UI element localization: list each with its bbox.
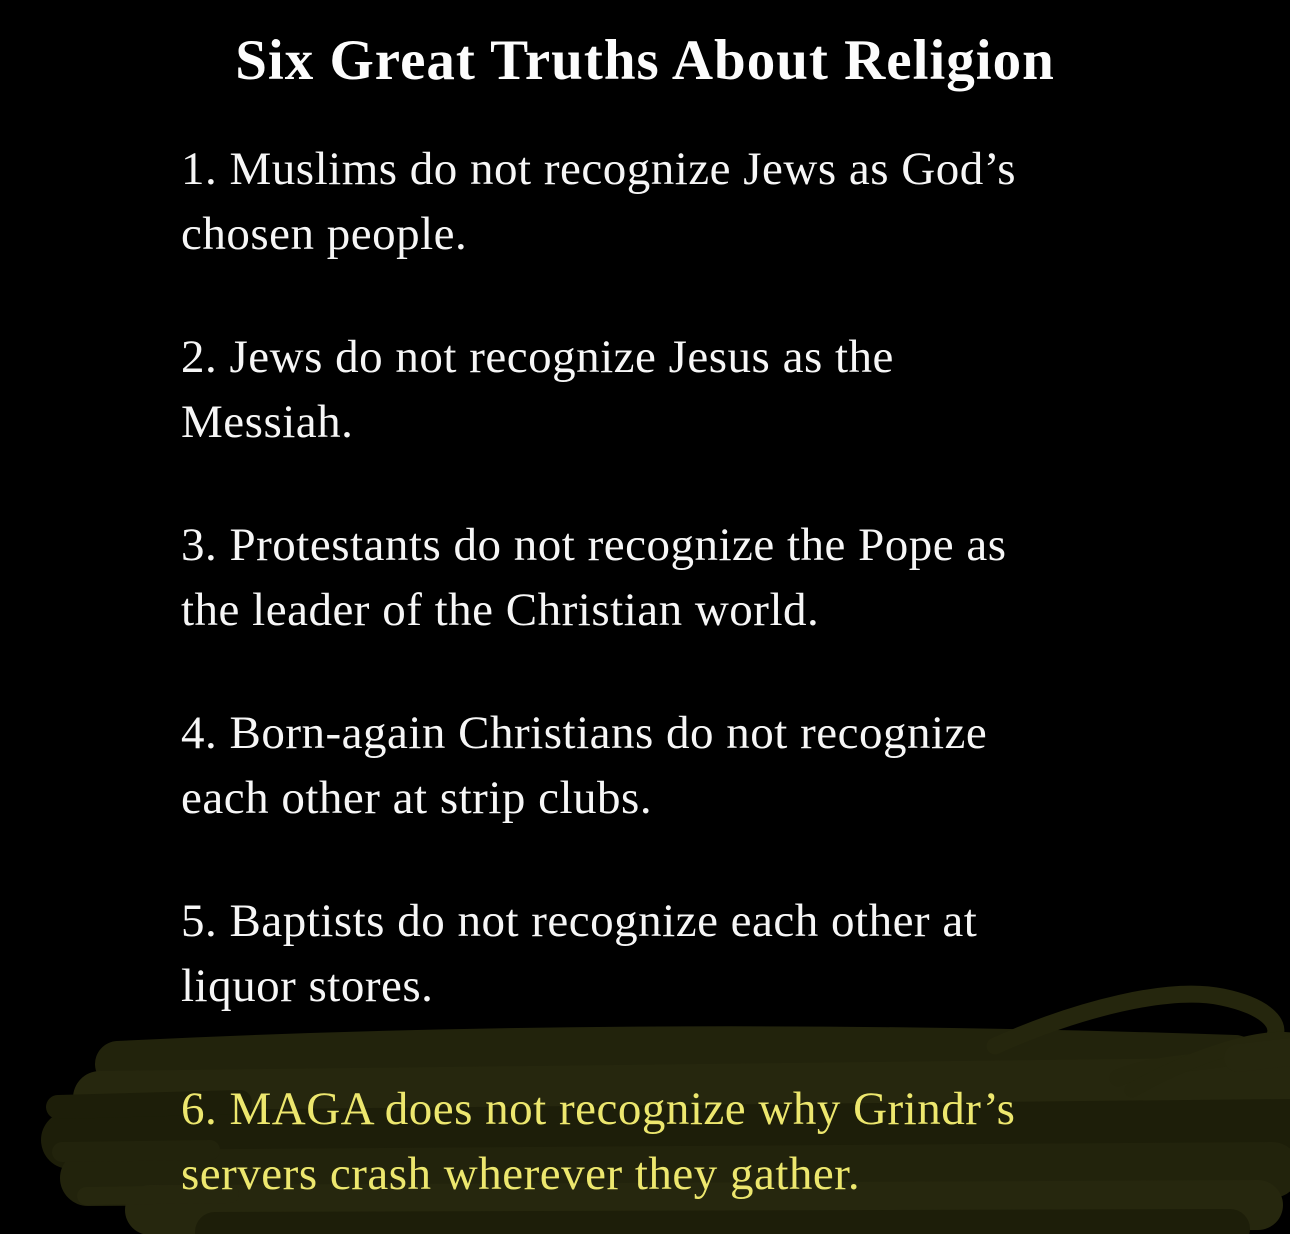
truth-item-4 [181,701,987,831]
truth-item-1-line-1: 1. Muslims do not recognize Jews as God’s [181,143,1017,195]
truth-item-5-line-1: 5. Baptists do not recognize each other at [181,895,978,947]
truth-item-2 [181,325,894,455]
truth-item-6-line-2: servers crash wherever they gather. [181,1148,861,1200]
truth-item-3 [181,513,1007,643]
truth-item-5-line-2: liquor stores. [181,960,434,1012]
truth-item-6-highlighted [181,1077,1015,1207]
truth-item-2-line-1: 2. Jews do not recognize Jesus as the [181,331,894,383]
truth-item-5 [181,889,977,1019]
truth-item-1-line-2: chosen people. [181,208,468,260]
truth-item-4-line-2: each other at strip clubs. [181,772,653,824]
page-title: Six Great Truths About Religion [235,29,1055,92]
truth-item-3-line-1: 3. Protestants do not recognize the Pope as [181,519,1007,571]
truth-item-2-line-2: Messiah. [181,396,354,448]
truth-item-1 [181,137,1016,267]
truth-item-6-line-1: 6. MAGA does not recognize why Grindr’s [181,1083,1016,1135]
truth-item-3-line-2: the leader of the Christian world. [181,584,820,636]
truth-item-4-line-1: 4. Born-again Christians do not recognize [181,707,988,759]
